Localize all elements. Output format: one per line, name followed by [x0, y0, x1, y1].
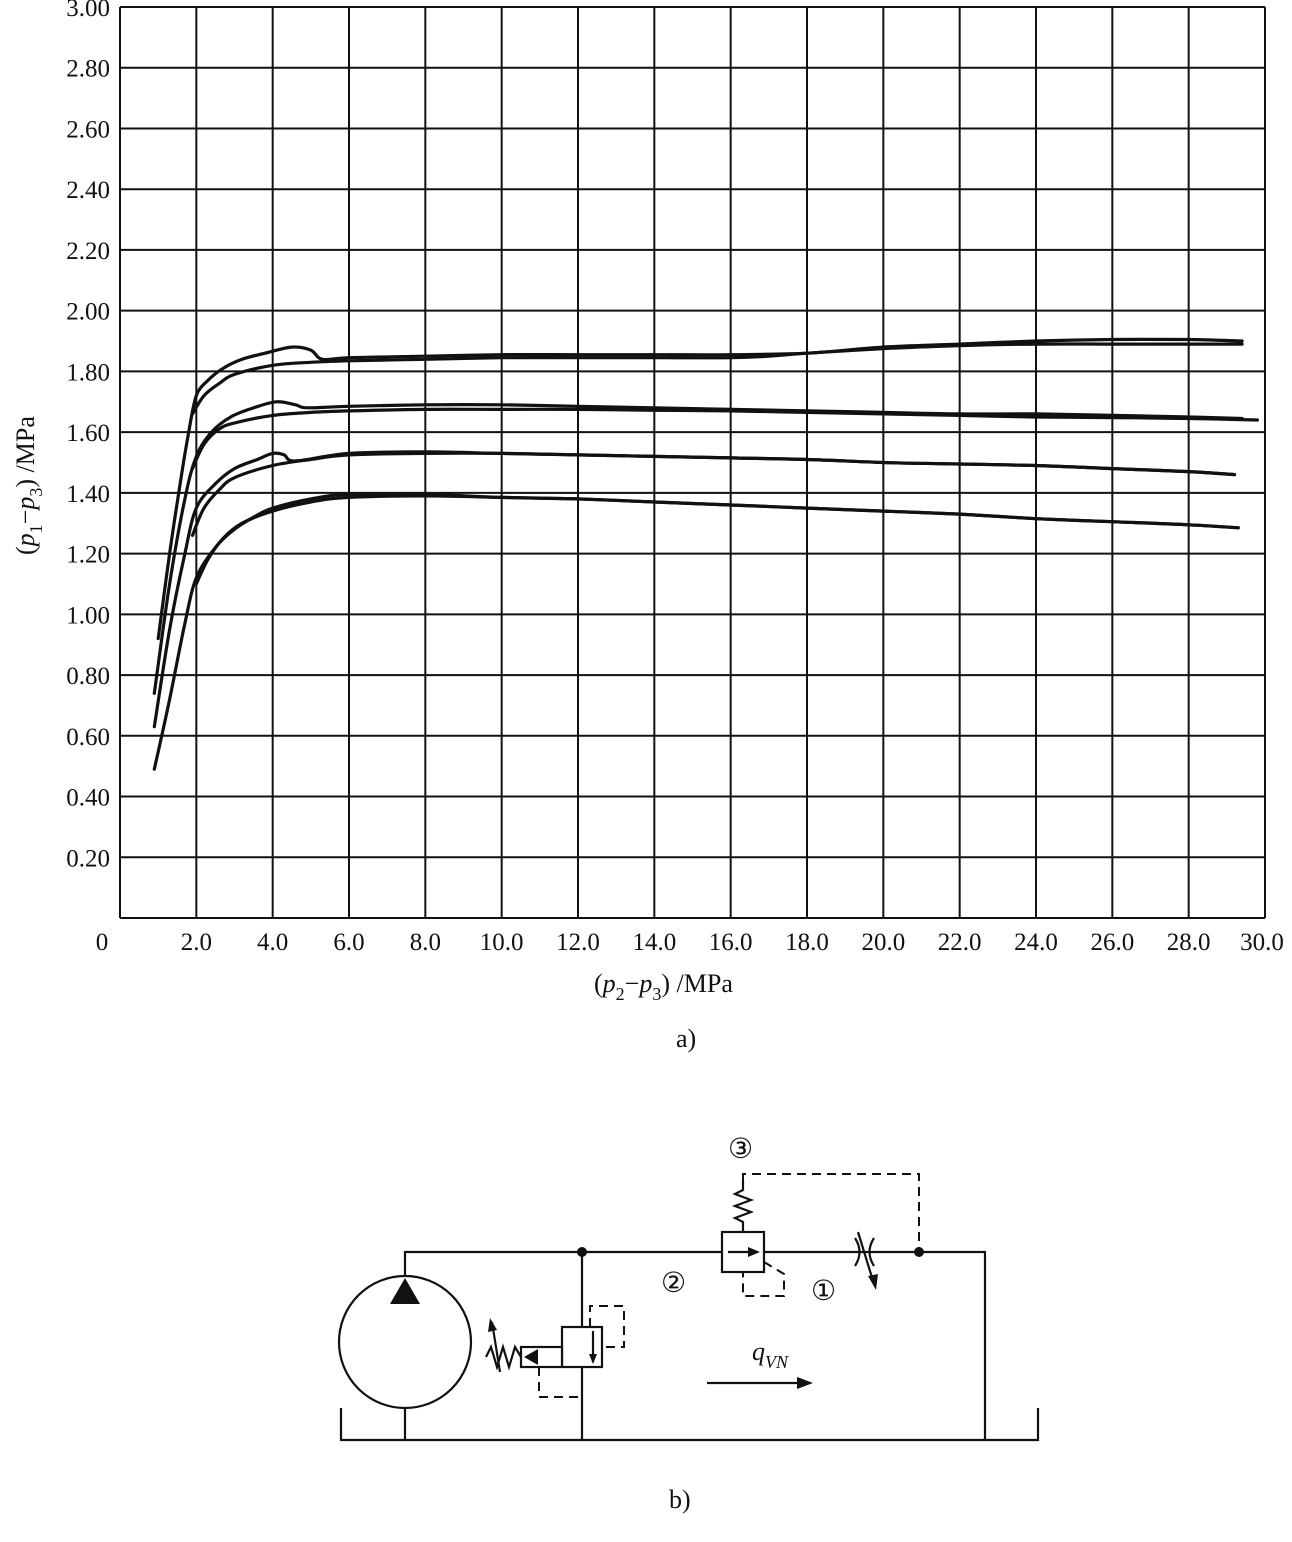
y-tick-label: 2.40 — [66, 177, 110, 205]
x-tick-label: 26.0 — [1090, 929, 1135, 956]
line-chart — [11, 0, 1284, 1004]
spring-icon — [486, 1347, 521, 1367]
x-tick-label: 16.0 — [708, 929, 753, 956]
series-line — [154, 494, 1238, 769]
y-tick-label: 1.20 — [66, 541, 110, 569]
x-tick-label: 6.0 — [333, 929, 365, 956]
relief-valve-symbol — [486, 1252, 624, 1440]
tank-line — [341, 1408, 1038, 1440]
series-line — [154, 402, 1242, 694]
y-tick-label: 2.00 — [66, 298, 110, 326]
y-axis-tick-labels — [66, 0, 110, 872]
x-tick-label: 28.0 — [1166, 929, 1211, 956]
caption-b: b) — [669, 1485, 691, 1514]
x-tick-label: 0 — [95, 929, 109, 956]
y-tick-label: 1.40 — [66, 480, 110, 508]
spring-icon — [735, 1180, 751, 1232]
hydraulic-circuit-diagram — [339, 1132, 1038, 1440]
port-label-2: ② — [661, 1266, 687, 1299]
series-line — [196, 496, 1238, 584]
y-tick-label: 2.60 — [66, 116, 110, 144]
x-tick-label: 20.0 — [861, 929, 906, 956]
y-tick-label: 0.20 — [66, 845, 110, 873]
y-tick-label: 0.40 — [66, 784, 110, 812]
y-tick-label: 1.80 — [66, 359, 110, 387]
series-line — [158, 339, 1242, 638]
pump-symbol — [339, 1276, 471, 1440]
y-axis-title: $(p_1-p_3)$ /MPa — [11, 416, 46, 555]
x-tick-label: 22.0 — [937, 929, 982, 956]
flow-arrow — [707, 1377, 813, 1389]
flow-label: $q_{VN}$ — [752, 1337, 789, 1372]
x-tick-label: 2.0 — [180, 929, 212, 956]
y-tick-label: 3.00 — [66, 0, 110, 22]
y-tick-label: 2.20 — [66, 237, 110, 265]
series-line — [193, 409, 1258, 468]
x-axis-tick-labels — [96, 929, 1284, 956]
y-tick-label: 1.60 — [66, 420, 110, 448]
x-tick-label: 8.0 — [409, 929, 441, 956]
port-label-3: ③ — [728, 1132, 754, 1165]
x-tick-label: 10.0 — [479, 929, 524, 956]
x-tick-label: 30.0 — [1240, 929, 1284, 956]
x-tick-label: 4.0 — [257, 929, 289, 956]
x-tick-label: 24.0 — [1014, 929, 1058, 956]
x-axis-title: $(p_2-p_3)$ /MPa — [594, 969, 733, 1004]
x-tick-label: 14.0 — [632, 929, 677, 956]
throttle-valve-symbol — [855, 1232, 878, 1290]
caption-a: a) — [676, 1024, 697, 1053]
x-tick-label: 12.0 — [556, 929, 600, 956]
y-tick-label: 0.80 — [66, 663, 110, 691]
port-label-1: ① — [811, 1274, 837, 1307]
y-tick-label: 1.00 — [66, 602, 110, 630]
x-tick-label: 18.0 — [785, 929, 829, 956]
y-tick-label: 2.80 — [66, 55, 110, 83]
y-tick-label: 0.60 — [66, 723, 110, 751]
